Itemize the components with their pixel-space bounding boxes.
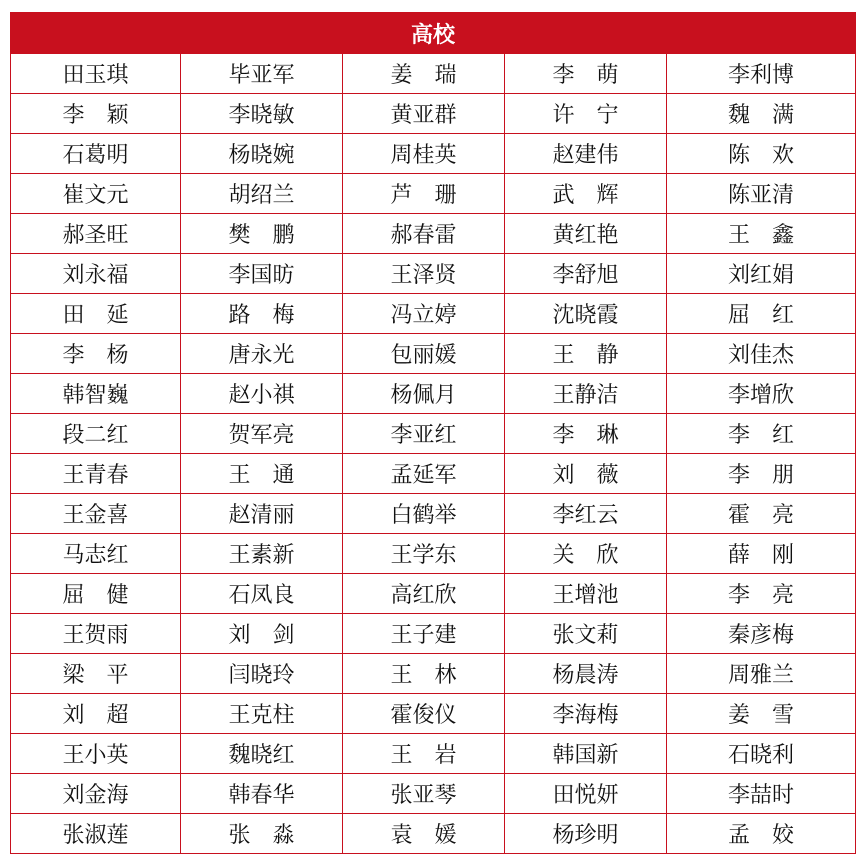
name-cell: 李晓敏 — [181, 94, 343, 134]
name-cell: 刘永福 — [11, 254, 181, 294]
table-body — [11, 54, 856, 854]
name-cell: 屈 健 — [11, 574, 181, 614]
name-cell: 崔文元 — [11, 174, 181, 214]
name-cell: 杨珍明 — [505, 814, 667, 854]
table-title: 高校 — [11, 13, 856, 54]
name-cell: 段二红 — [11, 414, 181, 454]
name-cell: 高红欣 — [343, 574, 505, 614]
name-cell: 李 琳 — [505, 414, 667, 454]
name-cell: 包丽媛 — [343, 334, 505, 374]
name-cell: 王金喜 — [11, 494, 181, 534]
name-cell: 薛 刚 — [667, 534, 856, 574]
name-cell: 赵小祺 — [181, 374, 343, 414]
name-cell: 郝春雷 — [343, 214, 505, 254]
table-row — [11, 414, 856, 454]
name-cell: 闫晓玲 — [181, 654, 343, 694]
name-cell: 王克柱 — [181, 694, 343, 734]
name-cell: 魏 满 — [667, 94, 856, 134]
name-cell: 许 宁 — [505, 94, 667, 134]
name-cell: 韩春华 — [181, 774, 343, 814]
name-cell: 路 梅 — [181, 294, 343, 334]
table-row — [11, 534, 856, 574]
name-cell: 王子建 — [343, 614, 505, 654]
name-cell: 王泽贤 — [343, 254, 505, 294]
name-cell: 魏晓红 — [181, 734, 343, 774]
table-row — [11, 654, 856, 694]
table-row — [11, 214, 856, 254]
table-row — [11, 614, 856, 654]
name-cell: 石凤良 — [181, 574, 343, 614]
name-cell: 沈晓霞 — [505, 294, 667, 334]
name-cell: 李喆时 — [667, 774, 856, 814]
table-row — [11, 294, 856, 334]
name-cell: 王增池 — [505, 574, 667, 614]
name-cell: 霍俊仪 — [343, 694, 505, 734]
name-cell: 刘 薇 — [505, 454, 667, 494]
name-cell: 袁 媛 — [343, 814, 505, 854]
name-cell: 李 颖 — [11, 94, 181, 134]
name-cell: 樊 鹏 — [181, 214, 343, 254]
name-cell: 张亚琴 — [343, 774, 505, 814]
table-row — [11, 374, 856, 414]
name-cell: 张淑莲 — [11, 814, 181, 854]
name-cell: 姜 雪 — [667, 694, 856, 734]
name-cell: 李海梅 — [505, 694, 667, 734]
name-cell: 黄亚群 — [343, 94, 505, 134]
name-cell: 武 辉 — [505, 174, 667, 214]
name-cell: 李 杨 — [11, 334, 181, 374]
name-cell: 李国昉 — [181, 254, 343, 294]
name-cell: 白鹤举 — [343, 494, 505, 534]
name-table-container — [10, 12, 855, 854]
name-cell: 赵建伟 — [505, 134, 667, 174]
table-row — [11, 694, 856, 734]
name-cell: 秦彦梅 — [667, 614, 856, 654]
name-cell: 田玉琪 — [11, 54, 181, 94]
name-cell: 王贺雨 — [11, 614, 181, 654]
name-cell: 黄红艳 — [505, 214, 667, 254]
name-cell: 王 林 — [343, 654, 505, 694]
name-cell: 刘红娟 — [667, 254, 856, 294]
table-row — [11, 814, 856, 854]
name-cell: 杨佩月 — [343, 374, 505, 414]
table-row — [11, 494, 856, 534]
table-row — [11, 94, 856, 134]
name-cell: 屈 红 — [667, 294, 856, 334]
name-cell: 李亚红 — [343, 414, 505, 454]
name-cell: 王小英 — [11, 734, 181, 774]
table-row — [11, 134, 856, 174]
name-table — [10, 12, 856, 854]
name-cell: 毕亚军 — [181, 54, 343, 94]
table-row — [11, 54, 856, 94]
name-cell: 王 鑫 — [667, 214, 856, 254]
name-cell: 陈亚清 — [667, 174, 856, 214]
name-cell: 李舒旭 — [505, 254, 667, 294]
name-cell: 赵清丽 — [181, 494, 343, 534]
table-row — [11, 254, 856, 294]
name-cell: 田悦妍 — [505, 774, 667, 814]
name-cell: 韩智巍 — [11, 374, 181, 414]
name-cell: 孟延军 — [343, 454, 505, 494]
name-cell: 梁 平 — [11, 654, 181, 694]
name-cell: 王青春 — [11, 454, 181, 494]
table-row — [11, 174, 856, 214]
table-row — [11, 454, 856, 494]
name-cell: 胡绍兰 — [181, 174, 343, 214]
name-cell: 李 朋 — [667, 454, 856, 494]
name-cell: 唐永光 — [181, 334, 343, 374]
name-cell: 杨晓婉 — [181, 134, 343, 174]
name-cell: 李增欣 — [667, 374, 856, 414]
name-cell: 石葛明 — [11, 134, 181, 174]
name-cell: 李利博 — [667, 54, 856, 94]
name-cell: 刘 剑 — [181, 614, 343, 654]
name-cell: 石晓利 — [667, 734, 856, 774]
table-header-row — [11, 13, 856, 54]
name-cell: 李 红 — [667, 414, 856, 454]
name-cell: 郝圣旺 — [11, 214, 181, 254]
name-cell: 冯立婷 — [343, 294, 505, 334]
name-cell: 韩国新 — [505, 734, 667, 774]
name-cell: 张文莉 — [505, 614, 667, 654]
table-row — [11, 574, 856, 614]
table-row — [11, 334, 856, 374]
name-cell: 王素新 — [181, 534, 343, 574]
name-cell: 周桂英 — [343, 134, 505, 174]
name-cell: 杨晨涛 — [505, 654, 667, 694]
name-cell: 关 欣 — [505, 534, 667, 574]
name-cell: 李 亮 — [667, 574, 856, 614]
name-cell: 姜 瑞 — [343, 54, 505, 94]
name-cell: 霍 亮 — [667, 494, 856, 534]
name-cell: 刘金海 — [11, 774, 181, 814]
name-cell: 马志红 — [11, 534, 181, 574]
name-cell: 张 淼 — [181, 814, 343, 854]
name-cell: 王静洁 — [505, 374, 667, 414]
name-cell: 李 萌 — [505, 54, 667, 94]
name-cell: 孟 姣 — [667, 814, 856, 854]
name-cell: 周雅兰 — [667, 654, 856, 694]
name-cell: 王学东 — [343, 534, 505, 574]
table-row — [11, 774, 856, 814]
name-cell: 刘 超 — [11, 694, 181, 734]
name-cell: 陈 欢 — [667, 134, 856, 174]
name-cell: 李红云 — [505, 494, 667, 534]
table-row — [11, 734, 856, 774]
name-cell: 王 静 — [505, 334, 667, 374]
name-cell: 刘佳杰 — [667, 334, 856, 374]
name-cell: 王 岩 — [343, 734, 505, 774]
name-cell: 田 延 — [11, 294, 181, 334]
name-cell: 贺军亮 — [181, 414, 343, 454]
name-cell: 王 通 — [181, 454, 343, 494]
name-cell: 芦 珊 — [343, 174, 505, 214]
